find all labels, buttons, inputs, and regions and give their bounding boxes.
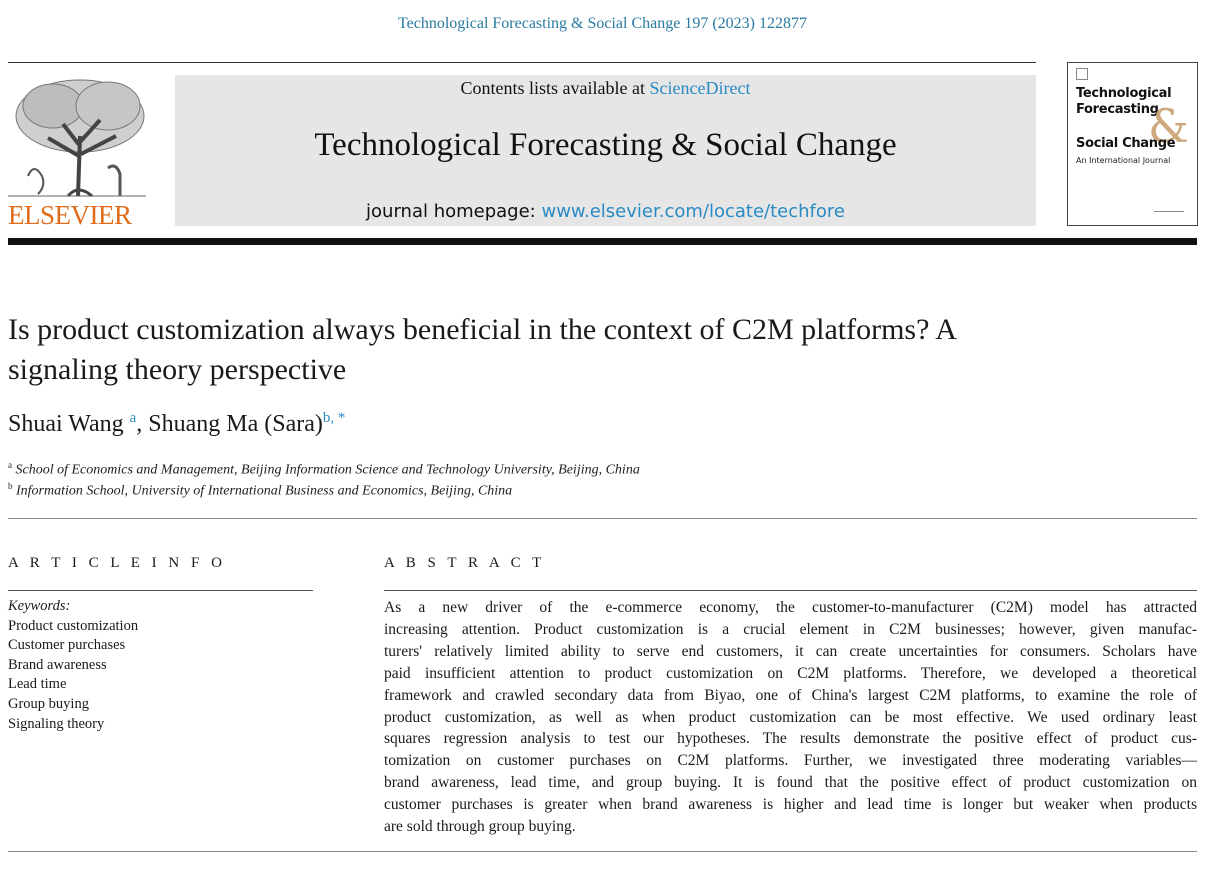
header-divider	[8, 238, 1197, 245]
abstract-line: customer purchases is greater when brand awareness is higher and lead time is longer but weaker when products	[384, 796, 1197, 814]
abstract-line: turers' relatively limited ability to serve end customers, it can create uncertainties for consumers. Scholars have	[384, 642, 1197, 660]
keyword-item: Brand awareness	[8, 656, 107, 673]
homepage-prefix: journal homepage:	[366, 201, 542, 222]
abstract-line: are sold through group buying.	[384, 818, 576, 836]
elsevier-logo	[8, 76, 146, 228]
journal-title: Technological Forecasting & Social Change	[314, 127, 897, 163]
journal-banner	[175, 75, 1036, 226]
sciencedirect-link[interactable]: ScienceDirect	[649, 78, 751, 98]
article-title: Is product customization always beneficial in the context of C2M platforms? A signaling theory perspective	[8, 313, 956, 386]
tree-icon	[8, 76, 146, 198]
divider	[8, 590, 313, 591]
abstract-heading: A B S T R A C T	[384, 555, 546, 571]
keyword-item: Customer purchases	[8, 637, 126, 654]
citation-text[interactable]: Technological Forecasting & Social Change 197 (2023) 122877	[397, 15, 807, 32]
journal-cover-thumbnail[interactable]	[1067, 62, 1198, 226]
cover-subtitle: Social Change	[1076, 136, 1176, 151]
divider	[8, 851, 1197, 852]
keywords-list	[8, 597, 138, 734]
cover-title: Technological Forecasting	[1076, 86, 1172, 117]
author-affiliation-marker[interactable]: b, *	[322, 410, 346, 426]
abstract-line: framework and crawled secondary data from Biyao, one of China's largest C2M platforms, to examine the role of	[384, 686, 1197, 704]
cover-tagline: An International Journal	[1076, 156, 1171, 165]
abstract-line: squares regression analysis to test our hypotheses. The results demonstrate the positive effect of product cus-	[384, 730, 1197, 748]
contents-line	[175, 78, 1036, 99]
homepage-link[interactable]: www.elsevier.com/locate/techfore	[541, 201, 845, 222]
author-affiliation-marker[interactable]: a	[129, 410, 137, 426]
article-info-heading: A R T I C L E I N F O	[8, 555, 226, 571]
cover-logo-icon	[1076, 68, 1088, 80]
author-name[interactable]: Shuai Wang	[8, 411, 124, 437]
elsevier-wordmark[interactable]: ELSEVIER	[8, 200, 132, 230]
abstract-line: tomization on customer purchases on C2M platforms. Further, we investigated three moderating variables—	[384, 752, 1197, 770]
keyword-item: Product customization	[8, 617, 139, 634]
contents-prefix: Contents lists available at	[460, 78, 650, 98]
divider	[8, 518, 1197, 519]
keyword-item: Group buying	[8, 695, 89, 712]
homepage-line	[175, 201, 1036, 222]
keyword-item: Lead time	[8, 676, 67, 693]
affiliation-a: $^a$ School of Economics and Management, Beijing Information Science and Technology University, Beijing, China	[8, 460, 640, 478]
keyword-item: Signaling theory	[8, 715, 105, 732]
abstract-line: product customization, as well as when product customization can be most effective. We used ordinary least	[384, 708, 1197, 726]
author-list: Shuai Wang $^a$, Shuang Ma (Sara)$^{b, *}$	[8, 410, 346, 437]
author-name[interactable]: Shuang Ma (Sara)	[148, 411, 323, 437]
top-rule	[8, 62, 1036, 63]
abstract-line: brand awareness, lead time, and group buying. It is found that the positive effect of product customization on	[384, 774, 1197, 792]
abstract-line: As a new driver of the e-commerce economy, the customer-to-manufacturer (C2M) model has attracted	[384, 599, 1197, 616]
abstract-line: paid insufficient attention to product customization on C2M platforms. Therefore, we developed a theoretical	[384, 664, 1197, 682]
journal-citation[interactable]	[0, 15, 1205, 33]
divider	[384, 590, 1197, 591]
abstract-body	[384, 597, 1197, 838]
keywords-label: Keywords:	[8, 598, 71, 614]
cover-footer-mark	[1154, 211, 1184, 216]
affiliation-b: $^b$ Information School, University of International Business and Economics, Beijing, China	[8, 481, 513, 499]
cover-ampersand-icon: &	[1148, 99, 1189, 153]
abstract-line: increasing attention. Product customization is a crucial element in C2M businesses; however, given manufac-	[384, 620, 1197, 638]
